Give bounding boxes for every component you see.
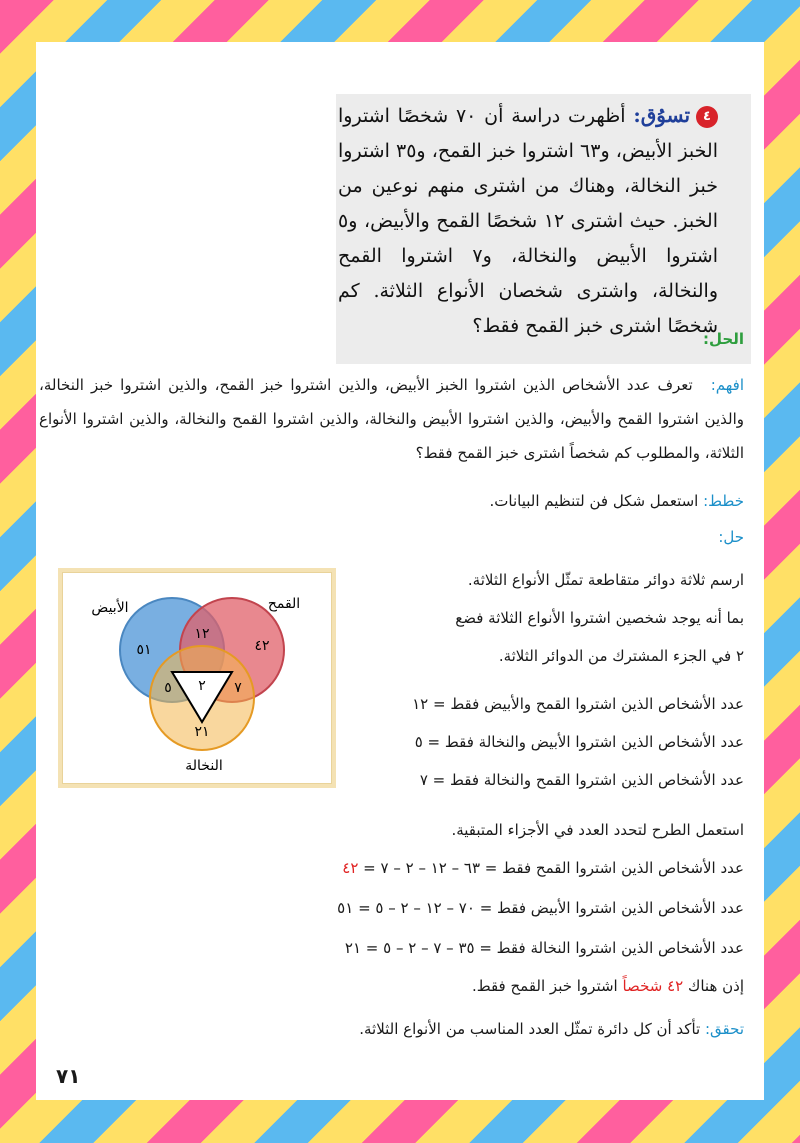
step-10: عدد الأشخاص الذين اشتروا النخالة فقط = ٣٥ – ٧ – ٢ – ٥ = ٢١ <box>344 939 744 957</box>
problem-line: الأبيض، و٦٣ اشتروا خبز القمح، و٣٥ اشتروا خبز <box>338 140 718 197</box>
solve-section <box>718 520 744 554</box>
textbook-page <box>36 42 764 1100</box>
solve-label: حل: <box>718 528 744 546</box>
plan-label: خطط: <box>703 492 744 510</box>
venn-label-bran: النخالة <box>185 758 223 774</box>
problem-number-badge: ٤ <box>696 106 718 128</box>
step-4: عدد الأشخاص الذين اشتروا القمح والأبيض فقط = ١٢ <box>412 695 744 713</box>
venn-wheat-only: ٤٢ <box>254 638 270 654</box>
problem-line: حيث اشترى ١٢ شخصًا القمح والأبيض، و٥ اشتروا <box>338 210 718 267</box>
solution-heading: الحل: <box>703 330 744 348</box>
problem-line: الأبيض والنخالة، و٧ اشتروا القمح والنخالة، واشترى <box>338 245 719 302</box>
understand-label: افهم: <box>710 376 744 394</box>
step-11-c: اشتروا خبز القمح فقط. <box>471 977 623 995</box>
venn-label-white: الأبيض <box>91 600 129 616</box>
problem-line: شخصان الأنواع الثلاثة. كم شخصًا اشترى خبز القمح <box>338 280 718 337</box>
plan-text: استعمل شكل فن لتنظيم البيانات. <box>489 492 699 510</box>
problem-text <box>338 98 718 344</box>
step-8-text: عدد الأشخاص الذين اشتروا القمح فقط = ٦٣ – ١٢ – ٢ – ٧ = <box>358 859 744 877</box>
step-11-highlight: ٤٢ شخصاً <box>622 977 684 995</box>
problem-line: النخالة، وهناك من اشترى منهم نوعين من الخبز. <box>338 175 718 232</box>
step-5: عدد الأشخاص الذين اشتروا الأبيض والنخالة فقط = ٥ <box>414 733 744 751</box>
step-3: ٢ في الجزء المشترك من الدوائر الثلاثة. <box>498 647 744 665</box>
step-7: استعمل الطرح لتحدد العدد في الأجزاء المتبقية. <box>451 821 744 839</box>
venn-white-wheat: ١٢ <box>194 626 210 642</box>
step-9: عدد الأشخاص الذين اشتروا الأبيض فقط = ٧٠ – ١٢ – ٢ – ٥ = ٥١ <box>337 899 744 917</box>
problem-title: تسوُق: <box>633 103 691 127</box>
problem-line: أظهرت دراسة أن ٧٠ شخصًا اشتروا الخبز <box>338 105 718 162</box>
plan-section <box>490 484 745 518</box>
problem-line: فقط؟ <box>472 315 520 337</box>
venn-white-only: ٥١ <box>136 642 152 658</box>
venn-diagram-frame <box>58 568 336 788</box>
step-11-a: إذن هناك <box>683 977 744 995</box>
understand-section <box>39 368 744 470</box>
step-6: عدد الأشخاص الذين اشتروا القمح والنخالة فقط = ٧ <box>419 771 744 789</box>
check-label: تحقق: <box>704 1020 744 1038</box>
step-2: بما أنه يوجد شخصين اشتروا الأنواع الثلاثة فضع <box>455 609 744 627</box>
step-8-result: ٤٢ <box>342 859 359 877</box>
venn-white-bran: ٥ <box>164 680 172 696</box>
step-1: ارسم ثلاثة دوائر متقاطعة تمثّل الأنواع الثلاثة. <box>467 571 744 589</box>
venn-bran-only: ٢١ <box>194 724 210 740</box>
step-11 <box>304 976 744 996</box>
check-text: تأكد أن كل دائرة تمثّل العدد المناسب من الأنواع الثلاثة. <box>359 1020 701 1038</box>
venn-all-three: ٢ <box>198 678 206 694</box>
page-number: ٧١ <box>56 1064 81 1088</box>
venn-diagram <box>62 572 324 776</box>
understand-text: تعرف عدد الأشخاص الذين اشتروا الخبز الأبيض، والذين اشتروا خبز القمح، والذين اشتروا خبز النخالة، والذين اشتروا القمح والأبيض، والذين اشتروا الأبيض والنخالة، والذين اشتروا القمح والنخالة، والذين اشتروا الأنواع الثلاثة، والمطلوب كم شخصاً اشترى خبز القمح فقط؟ <box>39 376 744 462</box>
venn-wheat-bran: ٧ <box>234 680 242 696</box>
venn-label-wheat: القمح <box>267 596 301 612</box>
step-8 <box>304 858 744 878</box>
check-section <box>359 1012 744 1046</box>
